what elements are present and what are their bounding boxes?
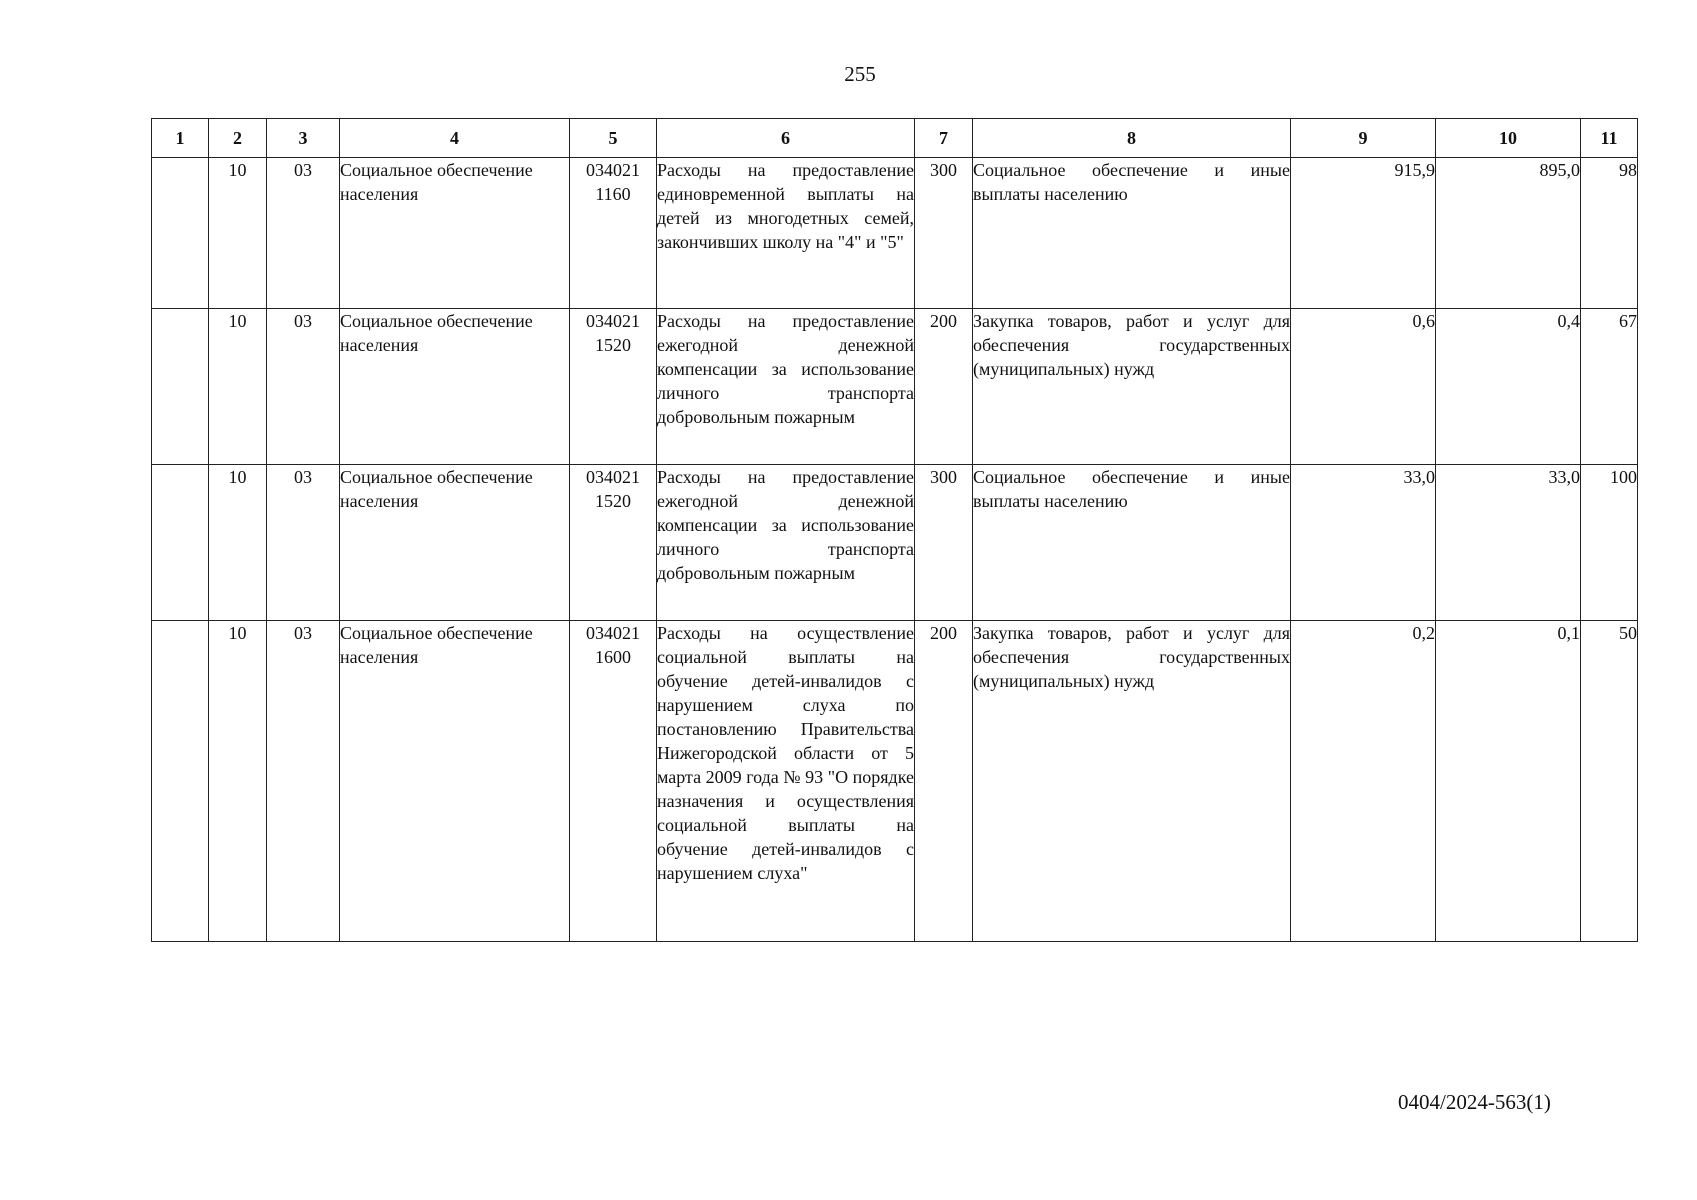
table-row: [152, 158, 1638, 309]
header-col-1: 1: [152, 119, 209, 158]
cell-section: 10: [209, 158, 267, 309]
cell-expense-name: Расходы на предоставление ежегодной денежной компенсации за использование личного транспорта добровольным пожарным: [657, 309, 915, 465]
page-number: 255: [844, 62, 876, 86]
cell-expense-type-name: Закупка товаров, работ и услуг для обеспечения государственных (муниципальных) нужд: [973, 621, 1291, 942]
cell-target-code: 034021 1160: [570, 158, 657, 309]
cell-col-1: [152, 309, 209, 465]
header-col-6: 6: [657, 119, 915, 158]
cell-subsection: 03: [267, 621, 340, 942]
table-header-row: [152, 119, 1638, 158]
cell-expense-name: Расходы на предоставление ежегодной денежной компенсации за использование личного транспорта добровольным пожарным: [657, 465, 915, 621]
cell-section-name: Социальное обеспечение населения: [340, 465, 570, 621]
cell-expense-type-name: Социальное обеспечение и иные выплаты населению: [973, 465, 1291, 621]
header-col-3: 3: [267, 119, 340, 158]
document-id: 0404/2024-563(1): [1398, 1090, 1551, 1114]
cell-plan-amount: 0,2: [1291, 621, 1436, 942]
cell-expense-type-code: 300: [915, 158, 973, 309]
budget-table: [151, 118, 1638, 942]
cell-expense-type-name: Социальное обеспечение и иные выплаты населению: [973, 158, 1291, 309]
cell-section-name: Социальное обеспечение населения: [340, 621, 570, 942]
table-row: [152, 621, 1638, 942]
cell-percent: 100: [1581, 465, 1638, 621]
cell-section: 10: [209, 621, 267, 942]
header-col-7: 7: [915, 119, 973, 158]
cell-section-name: Социальное обеспечение населения: [340, 309, 570, 465]
cell-percent: 98: [1581, 158, 1638, 309]
cell-section: 10: [209, 309, 267, 465]
cell-col-1: [152, 621, 209, 942]
cell-actual-amount: 0,4: [1436, 309, 1581, 465]
table-row: [152, 465, 1638, 621]
cell-actual-amount: 33,0: [1436, 465, 1581, 621]
cell-plan-amount: 33,0: [1291, 465, 1436, 621]
cell-percent: 50: [1581, 621, 1638, 942]
cell-expense-name: Расходы на предоставление единовременной выплаты на детей из многодетных семей, закончивших школу на "4" и "5": [657, 158, 915, 309]
header-col-2: 2: [209, 119, 267, 158]
cell-col-1: [152, 158, 209, 309]
cell-subsection: 03: [267, 465, 340, 621]
cell-expense-type-code: 200: [915, 309, 973, 465]
cell-col-1: [152, 465, 209, 621]
cell-percent: 67: [1581, 309, 1638, 465]
header-col-5: 5: [570, 119, 657, 158]
cell-section-name: Социальное обеспечение населения: [340, 158, 570, 309]
cell-target-code: 034021 1600: [570, 621, 657, 942]
cell-section: 10: [209, 465, 267, 621]
cell-actual-amount: 895,0: [1436, 158, 1581, 309]
cell-expense-type-code: 200: [915, 621, 973, 942]
header-col-10: 10: [1436, 119, 1581, 158]
cell-subsection: 03: [267, 309, 340, 465]
cell-expense-type-code: 300: [915, 465, 973, 621]
cell-plan-amount: 915,9: [1291, 158, 1436, 309]
cell-expense-name: Расходы на осуществление социальной выплаты на обучение детей-инвалидов с нарушением слуха по постановлению Правительства Нижегородской области от 5 марта 2009 года № 93 "О порядке назначения и осуществления социальной выплаты на обучение детей-инвалидов с нарушением слуха": [657, 621, 915, 942]
cell-target-code: 034021 1520: [570, 465, 657, 621]
header-col-4: 4: [340, 119, 570, 158]
table-row: [152, 309, 1638, 465]
cell-subsection: 03: [267, 158, 340, 309]
header-col-9: 9: [1291, 119, 1436, 158]
cell-actual-amount: 0,1: [1436, 621, 1581, 942]
cell-expense-type-name: Закупка товаров, работ и услуг для обеспечения государственных (муниципальных) нужд: [973, 309, 1291, 465]
header-col-11: 11: [1581, 119, 1638, 158]
cell-plan-amount: 0,6: [1291, 309, 1436, 465]
cell-target-code: 034021 1520: [570, 309, 657, 465]
header-col-8: 8: [973, 119, 1291, 158]
